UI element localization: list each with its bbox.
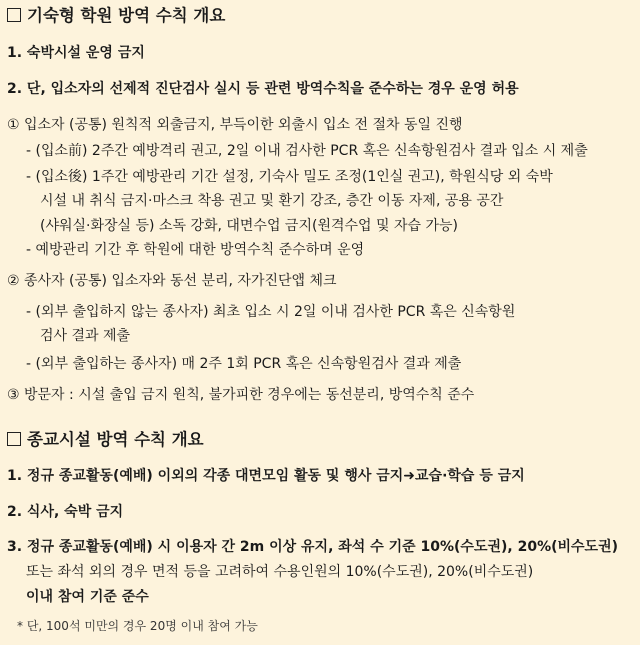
point-2-bullet-2: - (외부 출입하는 종사자) 매 2주 1회 PCR 혹은 신속항원검사 결과 제출 [26, 356, 462, 372]
footnote: * 단, 100석 미만의 경우 20명 이내 참여 가능 [17, 619, 258, 633]
point-1-bullet-2-line-1: - (입소後) 1주간 예방관리 기간 설정, 기숙사 밀도 조정(1인실 권고), 학원식당 외 숙박 [26, 169, 553, 185]
religious-item-1: 1. 정규 종교활동(예배) 이외의 각종 대면모임 활동 및 행사 금지➜교습·학습 등 금지 [7, 468, 525, 484]
religious-item-3-line-3: 이내 참여 기준 준수 [26, 589, 149, 605]
point-1-bullet-2-line-2: 시설 내 취식 금지·마스크 착용 권고 및 환기 강조, 층간 이동 자제, 공용 공간 [40, 193, 504, 209]
item-2: 2. 단, 입소자의 선제적 진단검사 실시 등 관련 방역수칙을 준수하는 경우 운영 허용 [7, 81, 519, 97]
section-title-text: 기숙형 학원 방역 수칙 개요 [27, 6, 226, 25]
item-1: 1. 숙박시설 운영 금지 [7, 45, 145, 61]
section-title-dormitory [7, 8, 225, 25]
checkbox-square-icon [7, 8, 21, 22]
point-1-bullet-2-line-3: (샤워실·화장실 등) 소독 강화, 대면수업 금지(원격수업 및 자습 가능) [40, 218, 458, 234]
point-1-bullet-1: - (입소前) 2주간 예방격리 권고, 2일 이내 검사한 PCR 혹은 신속항원검사 결과 입소 시 제출 [26, 143, 588, 159]
checkbox-square-icon [7, 432, 21, 446]
point-3: ③ 방문자 : 시설 출입 금지 원칙, 불가피한 경우에는 동선분리, 방역수칙 준수 [7, 387, 475, 403]
section-title-religious [7, 432, 204, 449]
point-2-bullet-1-line-1: - (외부 출입하지 않는 종사자) 최초 입소 시 2일 이내 검사한 PCR 혹은 신속항원 [26, 304, 516, 320]
point-2-heading: ② 종사자 (공통) 입소자와 동선 분리, 자가진단앱 체크 [7, 273, 337, 289]
religious-item-3-line-1: 3. 정규 종교활동(예배) 시 이용자 간 2m 이상 유지, 좌석 수 기준 10%(수도권), 20%(비수도권) [7, 539, 618, 555]
point-1-bullet-3: - 예방관리 기간 후 학원에 대한 방역수칙 준수하며 운영 [26, 242, 365, 258]
point-1-heading: ① 입소자 (공통) 원칙적 외출금지, 부득이한 외출시 입소 전 절차 동일 진행 [7, 117, 463, 133]
religious-item-2: 2. 식사, 숙박 금지 [7, 504, 124, 520]
point-2-bullet-1-line-2: 검사 결과 제출 [40, 328, 131, 344]
section-title-text: 종교시설 방역 수칙 개요 [27, 430, 204, 449]
religious-item-3-line-2: 또는 좌석 외의 경우 면적 등을 고려하여 수용인원의 10%(수도권), 20%(비수도권) [26, 564, 534, 580]
